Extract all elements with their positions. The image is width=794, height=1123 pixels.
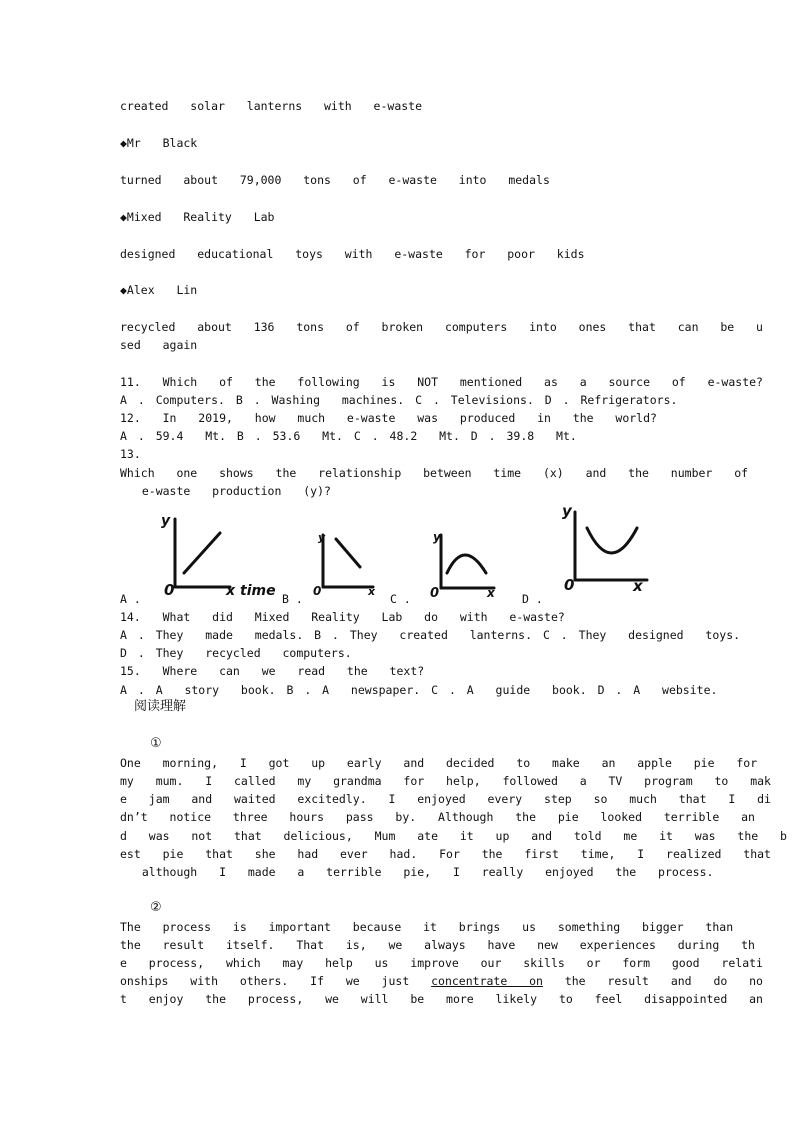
question-15-options: A . A story book. B . A newspaper. C . A guide book. D . A website. bbox=[120, 683, 718, 697]
x-axis-label: x bbox=[487, 586, 495, 600]
x-axis-label: x bbox=[226, 583, 236, 599]
graph-d-fall-rise bbox=[555, 498, 655, 598]
paragraph-line: e process, which may help us improve our skills or form good relati bbox=[120, 956, 763, 970]
paragraph-line: t enjoy the process, we will be more likely to feel disappointed an bbox=[120, 992, 763, 1006]
paragraph-line: although I made a terrible pie, I really enjoyed the process. bbox=[120, 865, 714, 879]
question-11: 11. Which of the following is NOT mentioned as a source of e-waste? bbox=[120, 375, 763, 389]
x-axis-label: x bbox=[368, 585, 376, 598]
paragraph-line: dn’t notice three hours pass by. Although the pie looked terrible an bbox=[120, 810, 755, 824]
paragraph-line: The process is important because it brings us something bigger than bbox=[120, 920, 734, 934]
entry-desc: designed educational toys with e-waste for poor kids bbox=[120, 247, 585, 261]
underlined-phrase: concentrate on bbox=[431, 974, 543, 988]
entry-desc: recycled about 136 tons of broken computers into ones that can be u bbox=[120, 320, 763, 334]
question-13: e-waste production (y)? bbox=[120, 484, 331, 498]
origin-label: 0 bbox=[564, 576, 575, 594]
entry-name: ◆Mr Black bbox=[120, 136, 198, 150]
paragraph-line: my mum. I called my grandma for help, followed a TV program to mak bbox=[120, 774, 771, 788]
question-14-options: D . They recycled computers. bbox=[120, 646, 352, 660]
graph-c-rise-fall bbox=[424, 525, 499, 600]
question-12-options: A . 59.4 Mt. B . 53.6 Mt. C . 48.2 Mt. D . 39.8 Mt. bbox=[120, 429, 577, 443]
paragraph-line: the result itself. That is, we always have new experiences during th bbox=[120, 938, 755, 952]
paragraph-marker: ② bbox=[150, 900, 162, 915]
x-axis-label: time bbox=[240, 583, 276, 599]
option-c-label: C . bbox=[390, 592, 411, 606]
paragraph-line: est pie that she had ever had. For the first time, I realized that bbox=[120, 847, 771, 861]
paragraph-line: d was not that delicious, Mum ate it up and told me it was the b bbox=[120, 829, 787, 843]
entry-name: ◆Alex Lin bbox=[120, 283, 198, 297]
entry-desc: sed again bbox=[120, 338, 198, 352]
question-12: 12. In 2019, how much e-waste was produced in the world? bbox=[120, 411, 657, 425]
section-heading: 阅读理解 bbox=[134, 699, 187, 714]
entry-name: ◆Mixed Reality Lab bbox=[120, 210, 275, 224]
question-11-options: A . Computers. B . Washing machines. C . Televisions. D . Refrigerators. bbox=[120, 393, 678, 407]
paragraph-marker: ① bbox=[150, 736, 162, 751]
paragraph-line: e jam and waited excitedly. I enjoyed every step so much that I di bbox=[120, 792, 771, 806]
origin-label: 0 bbox=[430, 586, 440, 601]
x-axis-label: x bbox=[633, 577, 643, 595]
y-axis-label: y bbox=[562, 502, 572, 520]
entry-desc: turned about 79,000 tons of e-waste into medals bbox=[120, 173, 550, 187]
option-b-label: B . bbox=[282, 592, 303, 606]
option-d-label: D . bbox=[522, 592, 543, 606]
paragraph-text: onships with others. If we just bbox=[120, 974, 432, 988]
paragraph-line bbox=[120, 972, 763, 990]
question-13: Which one shows the relationship between time (x) and the number of bbox=[120, 466, 749, 480]
origin-label: 0 bbox=[313, 584, 322, 598]
graph-b-decreasing bbox=[308, 525, 383, 597]
question-13-number: 13. bbox=[120, 447, 141, 461]
entry-desc: created solar lanterns with e-waste bbox=[120, 99, 423, 113]
y-axis-label: y bbox=[161, 513, 171, 529]
option-a-label: A . bbox=[120, 592, 141, 606]
origin-label: 0 bbox=[164, 581, 175, 599]
question-14-options: A . They made medals. B . They created lanterns. C . They designed toys. bbox=[120, 628, 741, 642]
paragraph-text: the result and do no bbox=[542, 974, 763, 988]
question-15: 15. Where can we read the text? bbox=[120, 664, 425, 678]
paragraph-line: One morning, I got up early and decided to make an apple pie for bbox=[120, 756, 758, 770]
question-14: 14. What did Mixed Reality Lab do with e-waste? bbox=[120, 610, 565, 624]
graph-a-increasing bbox=[150, 505, 280, 600]
y-axis-label: y bbox=[433, 530, 441, 544]
y-axis-label: y bbox=[318, 531, 326, 544]
